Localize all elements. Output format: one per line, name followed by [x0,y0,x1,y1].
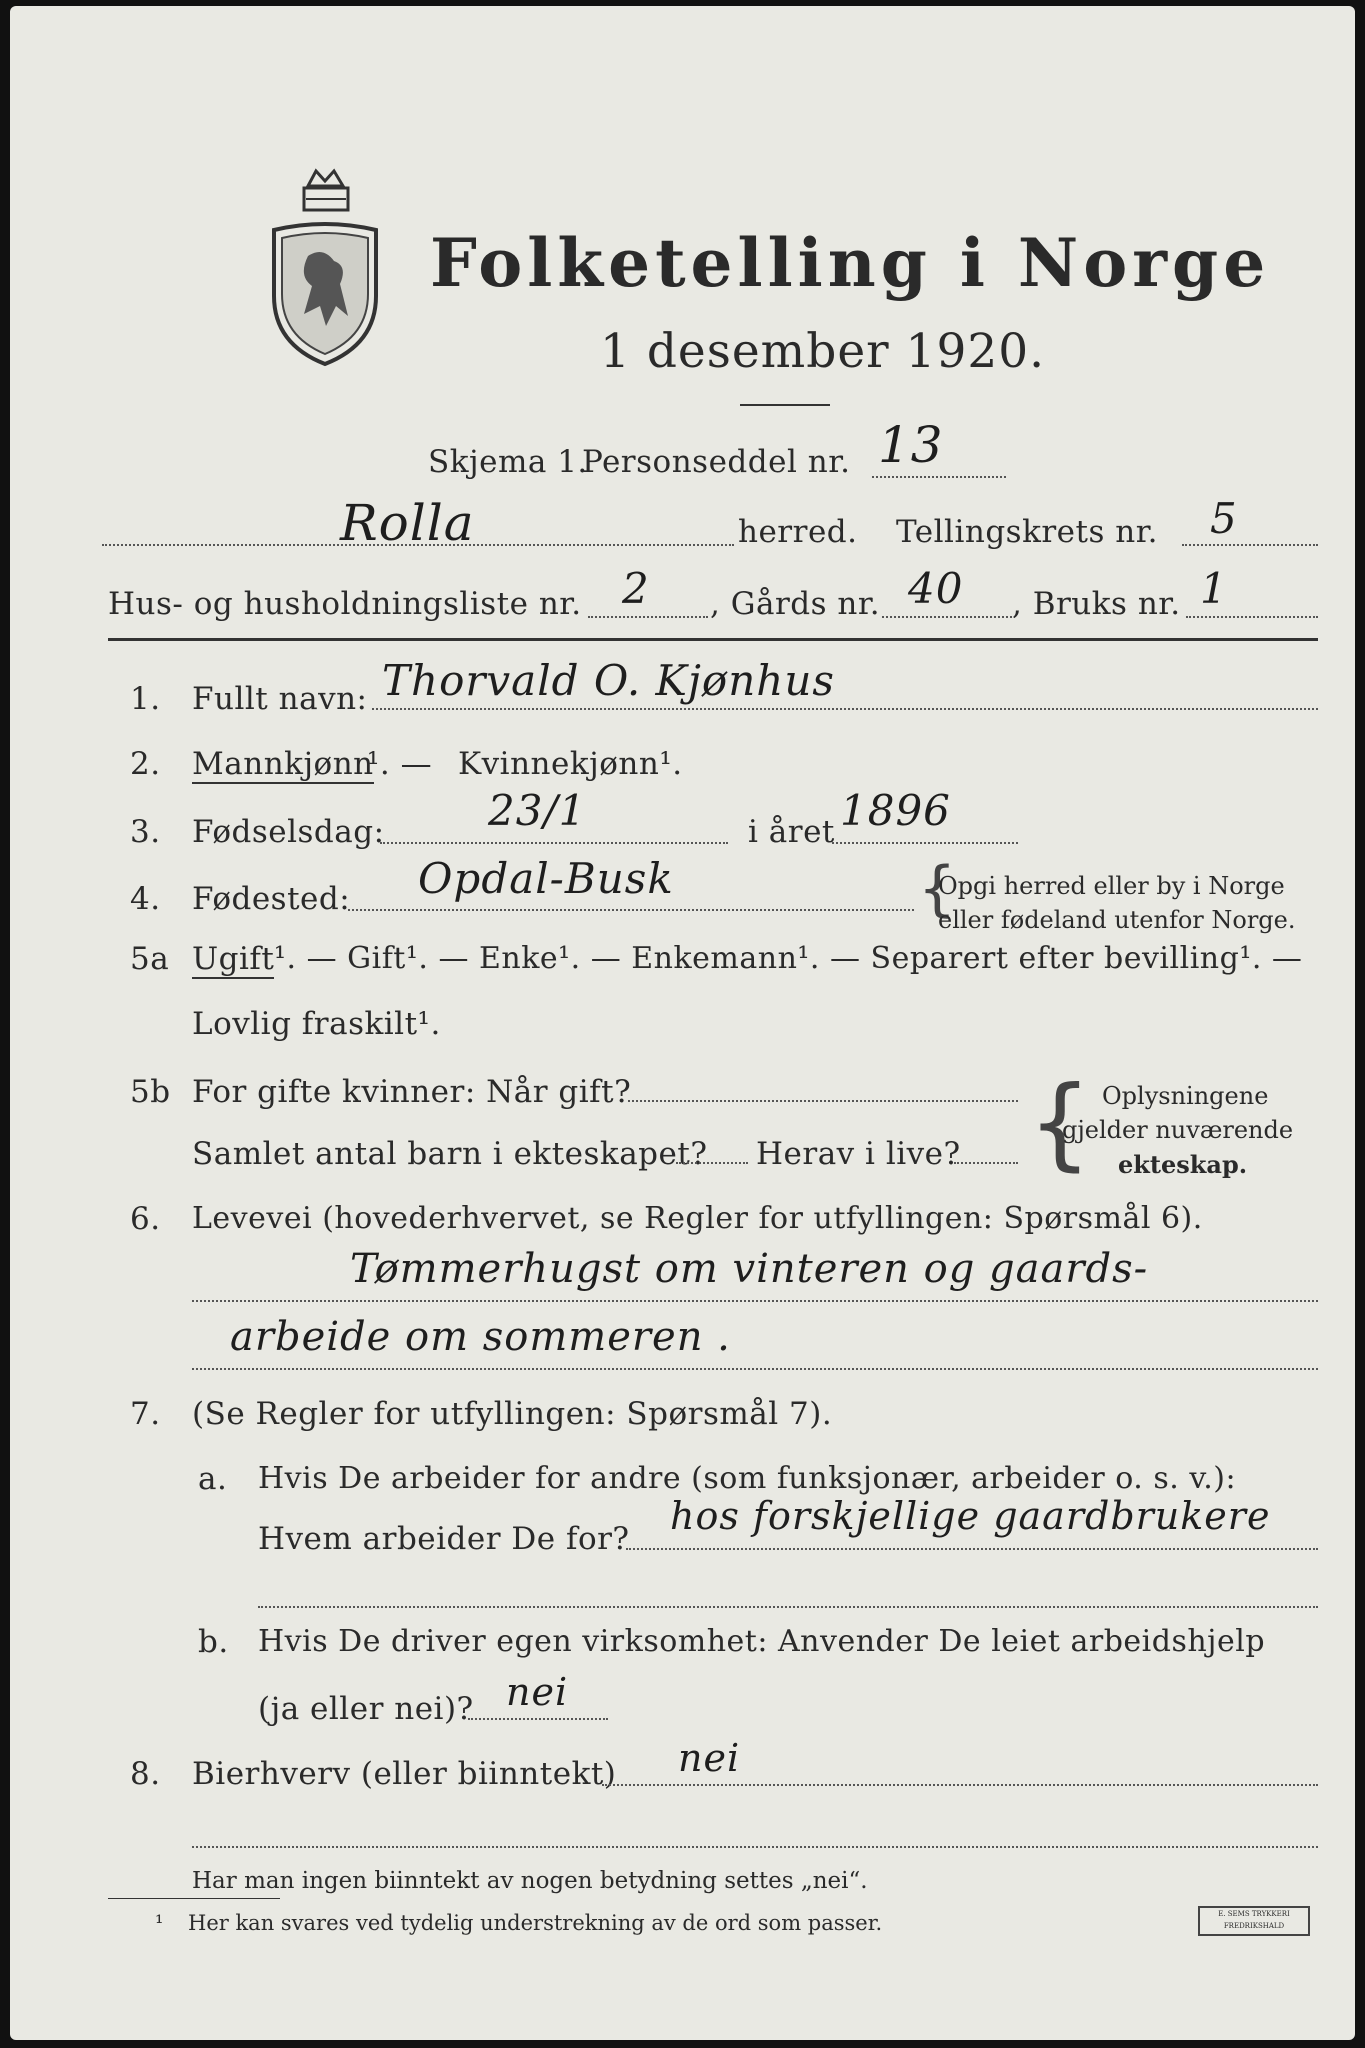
q8-line-2 [192,1846,1318,1848]
census-form-page [10,6,1355,2040]
q7a-line-2 [258,1606,1318,1608]
q3-birth-year[interactable]: 1896 [840,786,951,835]
q8-answer[interactable]: nei [678,1736,741,1780]
q8-label: Bierhverv (eller biinntekt) [192,1756,617,1792]
q5b-label-when-married: For gifte kvinner: Når gift? [192,1074,632,1110]
gards-label: , Gårds nr. [710,586,881,622]
bruks-line [1186,616,1318,618]
q7b-answer[interactable]: nei [506,1670,569,1714]
q1-number: 1. [130,681,161,717]
tellingskrets-label: Tellingskrets nr. [896,514,1158,550]
tellingskrets-line [1182,544,1318,546]
q7a-label-2: Hvem arbeider De for? [258,1521,630,1557]
gards-line [882,616,1012,618]
q5a-number: 5a [130,941,170,977]
footer-note: Har man ingen biinntekt av nogen betydning settes „nei“. [192,1868,868,1894]
herred-label: herred. [738,514,858,550]
footnote-text: Her kan svares ved tydelig understrekning av de ord som passer. [188,1911,883,1935]
q2-female-option[interactable]: Kvinnekjønn¹. [458,746,683,782]
hus-line [588,616,708,618]
q6-number: 6. [130,1201,161,1237]
q2-male-option[interactable]: Mannkjønn [192,746,374,782]
q6-line-1 [192,1300,1318,1302]
printer-stamp: E. SEMS TRYKKERI FREDRIKSHALD [1198,1906,1310,1936]
q4-note-2: eller fødeland utenfor Norge. [938,906,1296,934]
q6-label: Levevei (hovederhvervet, se Regler for utfyllingen: Spørsmål 6). [192,1201,1203,1236]
skjema-label: Skjema 1. [428,444,588,480]
gards-value[interactable]: 40 [908,564,964,613]
q3-number: 3. [130,814,161,850]
bruks-label: , Bruks nr. [1012,586,1181,622]
q5a-ugift-option[interactable]: Ugift [192,941,275,977]
q6-occupation-line-2[interactable]: arbeide om sommeren . [230,1314,731,1360]
q7-label: (Se Regler for utfyllingen: Spørsmål 7). [192,1396,833,1432]
q6-occupation-line-1[interactable]: Tømmerhugst om vinteren og gaards- [350,1246,1149,1292]
q5b-number: 5b [130,1074,171,1110]
q8-number: 8. [130,1756,161,1792]
q7a-letter: a. [198,1461,228,1497]
q5b-alive-line [954,1162,1018,1164]
q5b-brace: { [1028,1064,1092,1181]
hus-value[interactable]: 2 [622,564,650,613]
title-divider [740,404,830,406]
q7-number: 7. [130,1396,161,1432]
q5a-other-options[interactable]: ¹. — Gift¹. — Enke¹. — Enkemann¹. — Separert efter bevilling¹. — [274,941,1303,976]
q5b-note-2: gjelder nuværende [1062,1116,1294,1144]
q7b-label-1: Hvis De driver egen virksomhet: Anvender De leiet arbeidshjelp [258,1624,1266,1659]
q2-number: 2. [130,746,161,782]
q4-line [348,909,914,911]
footnote-rule [108,1898,280,1899]
header-rule [108,638,1318,641]
q4-note-1: Opgi herred eller by i Norge [938,872,1285,900]
q7a-label-1: Hvis De arbeider for andre (som funksjonær, arbeider o. s. v.): [258,1461,1237,1496]
q7b-label-2: (ja eller nei)? [258,1691,474,1727]
tellingskrets-value[interactable]: 5 [1210,494,1238,543]
q5b-married-line [628,1100,1018,1102]
q5b-note-1: Oplysningene [1102,1082,1269,1110]
form-title: Folketelling i Norge [430,224,1271,302]
q7b-letter: b. [198,1624,229,1660]
q5b-label-alive: Herav i live? [756,1136,961,1172]
q4-number: 4. [130,881,161,917]
q5a-lovlig-fraskilt[interactable]: Lovlig fraskilt¹. [192,1006,441,1042]
norway-coat-of-arms-icon [268,166,383,371]
footnote-mark: ¹ [155,1911,164,1935]
herred-value[interactable]: Rolla [340,494,475,552]
q5b-label-children: Samlet antal barn i ekteskapet? [192,1136,708,1172]
q4-brace: { [918,854,957,924]
q7a-employer[interactable]: hos forskjellige gaardbrukere [670,1494,1271,1538]
q7a-line-1 [626,1548,1318,1550]
q6-line-2 [192,1368,1318,1370]
q8-line-1 [602,1784,1318,1786]
q3-birth-day[interactable]: 23/1 [488,786,587,835]
q3-year-label: i året [748,814,835,850]
q1-full-name[interactable]: Thorvald O. Kjønhus [382,656,835,705]
hus-label: Hus- og husholdningsliste nr. [108,586,582,622]
personseddel-value[interactable]: 13 [878,416,944,474]
q2-separator: ¹. — [367,746,433,782]
q3-label: Fødselsdag: [192,814,385,850]
q1-label: Fullt navn: [192,681,368,717]
personseddel-label: Personseddel nr. [582,444,851,480]
bruks-value[interactable]: 1 [1200,564,1228,613]
q5b-children-line [676,1162,748,1164]
q4-birthplace[interactable]: Opdal-Busk [418,854,674,903]
q3-day-line [380,842,728,844]
q7b-line [468,1718,608,1720]
q5b-note-3: ekteskap. [1118,1150,1248,1179]
q3-year-line [832,842,1018,844]
personseddel-line [872,476,1006,478]
census-date: 1 desember 1920. [600,324,1046,379]
q1-line [372,708,1318,710]
q4-label: Fødested: [192,881,351,917]
